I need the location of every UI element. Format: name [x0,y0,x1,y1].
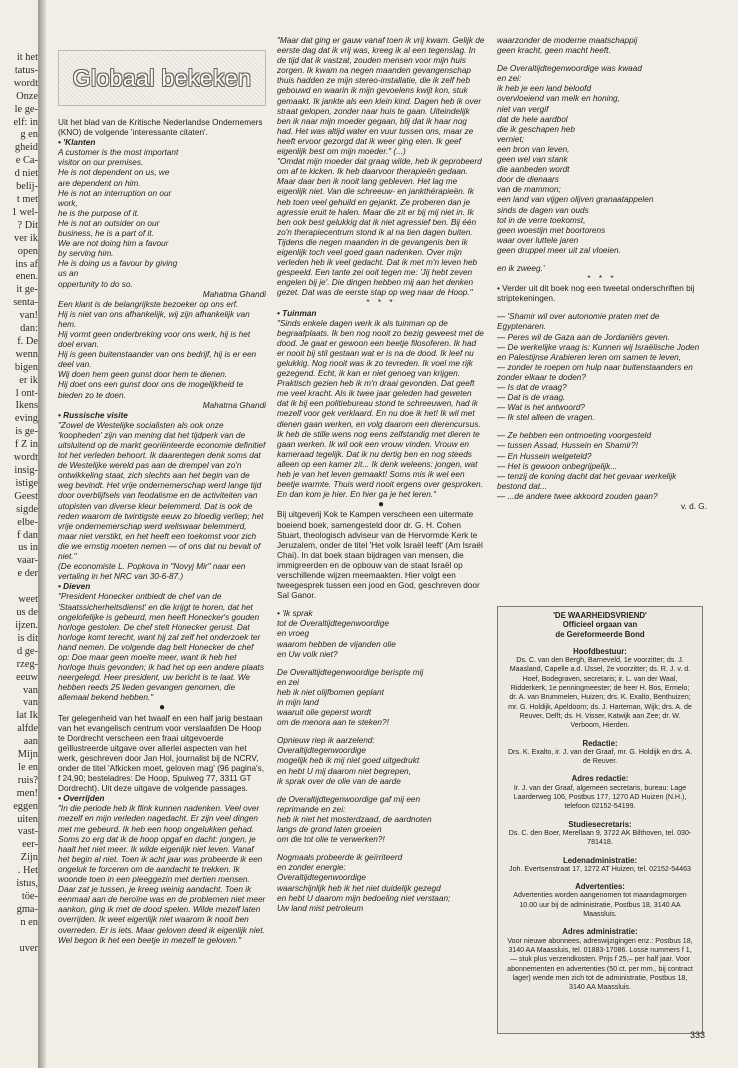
fragment-line: istige [15,477,38,489]
fragment-line: n en [20,916,38,928]
heading-klanten: • 'Klanten [58,138,96,148]
fragment-line: Ikens [15,400,38,412]
ledenadministratie-heading: Ledenadministratie: [562,855,638,865]
fragment-line: senta- [13,297,38,309]
strip-intro: • Verder uit dit boek nog een tweetal onderschriften bij striptekeningen. [497,284,695,304]
fragment-line: it het [16,52,38,63]
previous-page-fragment [0,52,38,956]
fragment-line: eggen [13,800,38,812]
fragment-line: 1 wel- [11,206,38,218]
poem-stanza-4: de Overaltijdtegenwoordige gaf mij een reprimande en zei: heb ik niet het mosterdzaad, de aardnoten langs de grond laten groeien om die tot olie te verwerken?! [277,794,432,845]
fragment-line: alfde [17,723,38,735]
fragment-line: d niet [14,168,38,180]
klanten-author-2: Mahatma Ghandi [202,400,266,410]
fragment-line: töe- [21,891,38,902]
heading-dieven: • Dieven [58,582,91,592]
fragment-line: it ge- [16,284,38,296]
fragment-line: dan: [20,323,38,335]
gelegenheid-text: Ter gelegenheid van het twaalf en een half jarig bestaan van het evangelisch centrum voor verslaafden De Hoop te Dordrecht verscheen een fraai uitgevoerde geïllustreerde uitgave over allerlei aspecten van het werk, geschreven door Jan Hol, journalist bij de NCRV, onder de titel 'Afkicken moet, geloven mag' (96 pagina's, f 24,90; besteladres: De Hoop, Spuiweg 77, 3311 GT Dordrecht). Uit deze uitgave de volgende passages. [58,713,265,794]
fragment-line: t met [16,193,38,205]
fragment-line: elf: in [13,116,38,128]
fragment-line: ijzen. [15,619,38,631]
section-bullet-2: ● [377,499,385,511]
section-stars: * * * [366,298,396,308]
heading-tuinman: • Tuinman [277,308,317,318]
fragment-line: eving [14,413,38,425]
fragment-line: e Ca- [15,155,38,167]
poem-end: en ik zweeg.' [497,263,545,273]
fragment-line: elbe- [17,516,38,528]
fragment-line: wordt [13,452,38,464]
fragment-line: van [22,684,38,696]
russische-source: (De economiste L. Popkova in "Novyj Mir" naar een vertaling in het NRC van 30-6-87.) [58,562,246,582]
adres-administratie-text: Voor nieuwe abonnees, adreswijzigingen enz.: Postbus 18, 3140 AA Maassluis, tel. 01883-17086. Losse nummers f 1,— stuk plus verzendkosten. Prijs f 25,– per half jaar. Voor abonnementen en advertenties (50 ct. per mm., bij contract lager) wende men zich tot de administratie, Postbus 18, 3140 AA Maassluis. [507,936,693,992]
fragment-line: f Z in [14,439,38,451]
fragment-line: er ik [19,374,38,386]
fragment-line: lat Ik [16,710,38,722]
fragment-line: . Het [17,865,38,877]
fragment-line: Geest [14,490,38,502]
fragment-line: ver ik [14,232,38,244]
fragment-line: f dan [16,529,38,541]
fragment-line: is ge- [15,426,38,438]
fragment-line: weet [18,594,38,606]
strip-caption-2: — Ze hebben een ontmoeting voorgesteld — tussen Assad, Hussein en Shamir?! — En Hussein welgeteld? — Het is gewoon onbegrijpelijk... — tenzij de koning dacht dat het gevaar werkelijk bestond dat... — ...de andere twee akkoord zouden gaan? [497,431,677,501]
heading-overrijden: • Overrijden [58,794,105,804]
fragment-line: Zijn [20,852,38,864]
fragment-line: eeuw [16,671,38,683]
strip-caption-1: — 'Shamir wil over autonomie praten met de Egyptenaren. — Peres wil de Gaza aan de Jordaniërs geven. — De werkelijke vraag is: Kunnen wij Israëlische Joden en Palestijnse Arabieren leren om samen te leven, — zonder te roepen om hulp naar buitenstaanders en zonder elkaar te doden? — Is dat de vraag? — Dat is de vraag. — Wat is het antwoord? — Ik stel alleen de vragen. [497,312,700,423]
fragment-line: ins af [15,258,38,270]
fragment-line: rzeg- [16,658,38,670]
fragment-line: d ge- [16,645,38,657]
fragment-line: vast- [17,826,38,838]
adres-redactie-text: Ir. J. van der Graaf, algemeen secretaris, bureau: Lage Laarderweg 106, Postbus 177, 1270 AD Huizen (N.H.), telefoon 02152-54199. [513,783,687,811]
tuinman-text: "Sinds enkele dagen werk ik als tuinman op de begraafplaats. Ik ben nog nooit zo bezig geweest met de dood. Je gaat er gewoon een beetje filosoferen. Ik had er nooit bij stil gestaan wat er is na de dood. Ik leef nu gelukkig. Nog nooit was ik zo tevreden. Ik voel me rijk gezegend. Echt, ik kan er niet genoeg van krijgen. Praktisch gezien heb ik m'n draai gevonden. Dat geeft me veel kracht. Als ik twee jaar geleden had geweten dat ik bij een politiebureau stond te schreeuwen, had ik mezelf voor gek verklaard. En nu doe ik het! Ik wil met dienen gaan werken, en volg daarom een dierencursus. Ik heb de stille wens nog eens zelfstandig met dieren te gaan werken. Ik wil ook een vrouw vinden. Vrouw en kameraad tegelijk. Dat ik nu dertig ben en nog steeds alleen op een kamer zit... Ik denk weleens: jongen, wat heb je van het leven gemaakt! Soms mis ik wel een beetje warmte. Thuis werd nooit ergens over gesproken. En dan kom je hier. En hier ga je het leren." [277,318,484,500]
fragment-line: is dit [17,632,38,644]
studiesecretaris-text: Ds. C. den Boer, Merellaan 9, 3722 AK Bilthoven, tel. 030-781418. [508,828,692,847]
poem-stanza-1: • 'Ik sprak tot de Overaltijdtegenwoordige en vroeg waarom hebben de vijanden olie en Uw volk niet? [277,609,396,659]
fragment-line [0,930,38,943]
hoofdbestuur-text: Ds. C. van den Bergh, Barneveld, 1e voorzitter; ds. J. Maasland, Capelle a.d. IJssel, 2e voorzitter; ds. R. J. v. d. Hoef, Bodegraven, secretaris; ir. L. van der Waal, Ridderkerk, 1e penningmeester; de heer H. Bos, Ermelo; dr. A. van Brummelen, Huizen; drs. K. Exalto, Benthuizen; mr. G. Holdijk, Apeldoorn; ds. J. Harteman, Wijk; drs. A. de Reuver, Delft; ds. H. Visser, Katwijk aan Zee; dr. W. Verboom, Hierden. [508,656,692,730]
fragment-line: bigen [14,361,38,373]
fragment-line: Onze [16,90,38,102]
fragment-line: istus, [16,878,38,890]
signature: v. d. G. [681,502,707,512]
fragment-line: tatus- [14,64,38,76]
fragment-line: van! [19,310,38,322]
column-right [497,36,707,512]
poem-stanza-3: Opnieuw riep ik aarzelend: Overaltijdtegenwoordige mogelijk heb ik mij niet goed uitgedrukt en hebt U mij daarom niet begrepen, ik sprak over de olie van de aarde [277,736,420,786]
fragment-line: sigde [16,503,38,515]
poem-stanza-6: waarzonder de moderne maatschappij geen kracht, geen macht heeft. [497,36,638,56]
fragment-line: uver [19,942,38,954]
fragment-line: vaar- [16,555,38,567]
fragment-line: gma- [16,903,38,915]
fragment-line: enen. [15,271,38,283]
adres-administratie-heading: Adres administratie: [562,927,638,937]
ledenadministratie-text: Joh. Evertsenstraat 17, 1272 AT Huizen, tel. 02152-54463 [509,864,691,873]
fragment-line [0,581,38,594]
fragment-line: men! [16,787,38,799]
russische-text: "Zowel de Westelijke socialisten als ook onze 'koopheden' zijn van mening dat het tijdperk van de uitsluitend op de markt georiënteerde economie definitief tot het verleden behoort. Ik daarentegen denk soms dat de Westelijke wereld pas aan de drempel van zo'n ontwikkeling staat, zich slechts aan het begin van de weg bevindt. Het vrije ondernemerschap werd lange tijd door overblijfsels van feodalisme en de activiteiten van utopisten van diverse kleur belemmerd. Dat is ook de reden waarom de twintigste eeuw zo bloedig verliep; het vrije ondernemerschap werd weliswaar belemmerd, maar niet verstikt, en het heeft een toekomst voor zich die we ernstig moeten nemen — of ons dat nu bevalt of niet." [58,420,266,562]
fragment-line: le ge- [14,103,38,115]
fragment-line: e der [17,568,38,580]
fragment-line: eer- [22,839,38,851]
fragment-line: l ont- [15,387,38,399]
fragment-line: g en [20,129,38,141]
fragment-line: f. De [17,335,38,347]
masthead-box [497,606,703,1034]
title-banner [58,50,266,106]
fragment-line: gheid [14,142,38,154]
poem-stanza-7: De Overaltijdtegenwoordige was kwaad en zei: ik heb je een land beloofd overvloeiend van melk en honing, niet van vergif dat de hele aardbol die ik geschapen heb verniet; een bron van leven, geen wel van stank die aanbeden wordt door de dienaars van de mammon; een land van vijgen olijven granaatappelen sinds de dagen van ouds tot in de verre toekomst, geen woestijn met boortorens waar over luttele jaren geen druppel meer uit zal vloeien. [497,64,654,255]
fragment-line: us in [18,542,38,554]
redactie-text: Drs. K. Exalto, ir. J. van der Graaf, mr. G. Holdijk en drs. A. de Reuver. [507,747,693,766]
column-middle [277,36,485,914]
fragment-line: uiten [17,813,38,825]
heading-russische: • Russische visite [58,410,128,420]
fragment-line: us de [16,607,38,619]
masthead-name: 'DE WAARHEIDSVRIEND' [553,611,647,620]
dieven-text: "President Honecker ontbiedt de chef van de 'Staatssicherheitsdienst' en die krijgt te horen, dat het ongelofelijke is gebeurd, men heeft Honecker's gouden horloge gestolen. De chef stelt Honecker gerust. Dat horloge komt terecht, want hij zal zelf het onderzoek ter hand nemen. De volgende dag belt Honecker de chef op: Doe maar geen moeite meer, want ik heb het horloge thuis gevonden; ik had het op een andere plaats neergelegd. Heer president, uw bericht is te laat. We hebben reeds 25 lieden gevangen genomen, die allemaal bekend hebben." [58,592,264,703]
studiesecretaris-heading: Studiesecretaris: [568,819,632,829]
redactie-heading: Redactie: [582,738,618,748]
overrijden-text: "In die periode heb ik flink kunnen nadenken. Veel over mezelf en mijn verleden nagedacht. Er zijn veel dingen met me gebeurd. Ik heb een hoop ongelukken gehad. Soms zo erg dat ik de hoop opgaf en dacht: jongen, je haalt het niet meer. Ik wilde eigenlijk niet leven. Vanaf het begin al niet. Toen ik acht jaar was probeerde ik een ongeluk te forceren om de aandacht te trekken. Ik woonde toen in een pleeggezin met dertien mensen. Daar zat je tussen, je kreeg weinig aandacht. Toen ik eenmaal aan de heroïne was en de problemen niet meer aankon, ging ik met de dood spelen. Wilde mezelf laten overrijden. Ik weet eigenlijk niet waarom ik nooit ben overreden. Er is iets. Maar geloven deed ik eigenlijk niet. Wel begon ik het een beetje in mezelf te geloven." [58,804,266,945]
overrijden-text-2: "Maar dat ging er gauw vanaf toen ik vrij kwam. Gelijk de eerste dag dat ik vrij was, kreeg ik al een tegenslag. In de tijd dat ik vastzat, zouden mensen voor mijn huis zorgen. Ik kwam na negen maanden gevangenschap thuis hadden ze mijn stereo-installatie, die ik zelf heb gebouwd en waarin ik mijn gevoelens kwijt kon, stuk gemaakt. Ik jankte als een klein kind. Dagen heb ik over straat gelopen, zonder naar huis te gaan. Uiteindelijk ben ik naar mijn moeder gegaan, blij dat ik haar nog had. Het was altijd water en vuur tussen ons, maar ze heeft ervoor gezorgd dat ik weer ging eten. Ik geef eigenlijk best om mijn moeder." (...) [277,36,485,157]
klanten-author: Mahatma Ghandi [202,289,266,299]
fragment-line: aan [23,736,38,748]
adres-redactie-heading: Adres redactie: [571,774,629,784]
advertenties-heading: Advertenties: [575,882,625,892]
fragment-line: ? Dit [17,219,38,231]
fragment-line: belij- [16,181,38,193]
page-fold-shadow [38,0,46,1068]
klanten-poem: A customer is the most important visitor on our premises. He is not dependent on us, we are dependent on him. He is not an interruption on our work, he is the purpose of it. He is not an outsider on our business, he is a part of it. We are not doing him a favour by serving him. He is doing us a favour by giving us an oppertunity to do so. [58,148,179,289]
fragment-line: wenn [15,348,38,360]
column-left [58,50,266,945]
fragment-line: van [22,697,38,709]
page-number: 333 [690,1030,706,1040]
fragment-line: open [17,245,38,257]
intro-text: Uit het blad van de Kritische Nederlandse Ondernemers (KNO) de volgende 'interessante citaten'. [58,118,263,138]
hoofdbestuur-heading: Hoofdbestuur: [573,646,627,656]
overrijden-text-3: "Omdat mijn moeder dat graag wilde, heb ik geprobeerd om af te kicken. Ik heb daarvoor therapieën gedaan. Maar daar ben ik nooit lang gebleven. Het lag me eigenlijk niet. Van die schreeuw- en jankthérapieën. Ik heb toen veel gehuild en gejankt. Ze proberen dan je agressie eruit te halen. Maar die zit er bij mij niet in. Ik ben ook best gelukkig dat ik niet agressief ben. Bij één zo'n therapiecentrum stond ik al na tien dagen buiten. Tijdens die negen maanden in de gevangenis ben ik eigenlijk toch veel goed gaan nadenken. Over mijn verleden heb ik veel gedacht. Dat ik met m'n leven heb gespeeld. Een tante zei ooit tegen me: 'Jij hebt zeven engelen bij je'. Die dingen hebben mij aan het denken gezet. Dat was de eerste stap op weg naar de Hoop." [277,157,482,298]
page-title: Globaal bekeken [72,64,252,91]
masthead-sub-1: Officieel orgaan van [562,620,638,630]
fragment-line: le en [18,761,38,773]
section-stars-2: * * * [587,274,617,284]
masthead-sub-2: de Gereformeerde Bond [555,629,645,639]
section-bullet: ● [158,702,166,714]
kok-text: Bij uitgeverij Kok te Kampen verscheen een uitermate boeiend boek, samengesteld door dr. G. H. Cohen Stuart, theologisch adviseur van de Hervormde Kerk te Jeruzalem, onder de titel 'Het volk Israël leeft' (Am Israël Chai). In dat boek staan bijdragen van mensen, die immigreerden en de opbouw van de staat Israël op verschillende wijzen meemaakten. Hier volgt een tweegesprek tussen een jood en God, geschreven door Sal Ganor. [277,510,483,601]
fragment-line: wordt [13,77,38,89]
advertenties-text: Advertenties worden aangenomen tot maandagmorgen 10.00 uur bij de administratie, Postbus 18, 3140 AA Maassluis. [513,891,687,919]
poem-stanza-5: Nogmaals probeerde ik geïrriteerd en zonder energie: Overaltijdtegenwoordige waarschijnlijk heb ik het niet duidelijk gezegd en hebt U daarom mijn bedoeling niet verstaan; Uw land mist petroleum [277,853,451,913]
fragment-line: ruis? [17,774,38,786]
fragment-line: Mijn [17,749,38,761]
fragment-line: insig- [14,465,38,476]
klanten-dutch: Een klant is de belangrijkste bezoeker op ons erf. Hij is niet van ons afhankelijk, wij zijn afhankelijk van hem. Hij vormt geen onderbreking voor ons werk, hij is het doel ervan. Hij is geen buitenstaander van ons bedrijf, hij is er een deel van. Wij doen hem geen gunst door hem te dienen. Hij doet ons een gunst door ons de mogelijkheid te bieden zo te doen. [58,299,257,400]
poem-stanza-2: De Overaltijdtegenwoordige berispte mij en zei heb ik niet olijfbomen geplant in mijn land waaruit olie geperst wordt om de menora aan te steken?! [277,667,424,728]
